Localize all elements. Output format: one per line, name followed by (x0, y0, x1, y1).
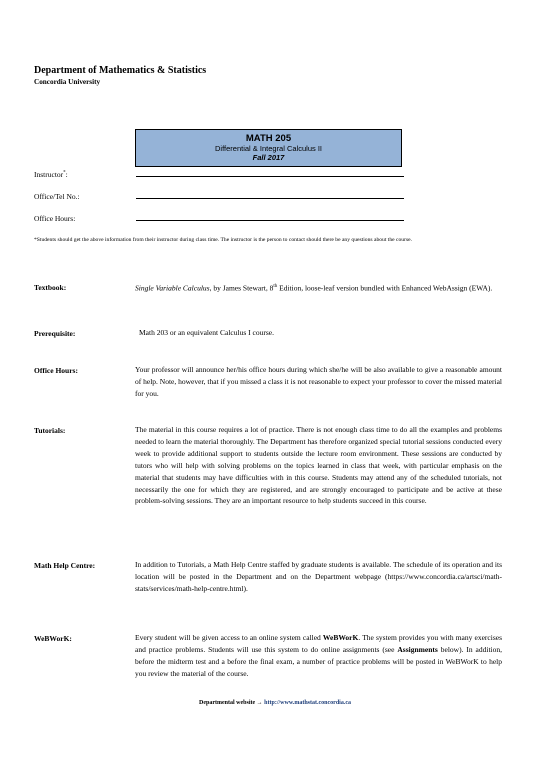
textbook-author: , by James Stewart, 8 (209, 283, 274, 293)
textbook-label: Textbook: (34, 283, 67, 292)
instructor-label (34, 170, 68, 179)
webwork-text-2: . The system provides you with many exercises and practice problems. Students will use this system to do online assignments (see (135, 633, 502, 654)
course-term: Fall 2017 (252, 153, 285, 162)
webwork-label: WeBWorK: (34, 634, 72, 643)
department-name: Department of Mathematics & Statistics (34, 65, 207, 76)
textbook-edition-sup: th (273, 284, 278, 289)
math-help-centre-label: Math Help Centre: (34, 561, 96, 570)
instructor-footnote: *Students should get the above information from their instructor during class time. The instructor is the person to contact should there be any questions about the course. (34, 237, 413, 243)
footer (0, 700, 550, 706)
office-hours-field-label: Office Hours: (34, 214, 76, 223)
office-hours-label: Office Hours: (34, 366, 78, 375)
instructor-label-colon: : (65, 170, 68, 179)
course-title-box (135, 129, 402, 167)
webwork-text-1: Every student will be given access to an online system called (135, 633, 323, 642)
prerequisite-label: Prerequisite: (34, 329, 76, 338)
office-hours-text: Your professor will announce her/his office hours during which she/he will be also available to give a reasonable amount of help. Note, however, that if you missed a class it is not reasonable to expect your professor to cover the missed material for you. (135, 365, 502, 398)
assignments-ref: Assignments (397, 644, 438, 654)
instructor-footnote-mark: * (63, 170, 66, 176)
footer-label: Departmental website (199, 700, 256, 706)
math-help-centre-text: In addition to Tutorials, a Math Help Centre staffed by graduate students is available. The schedule of its operation and its location will be posted in the Department and on the Department webpage (https://www.concordia.ca/artsci/math-stats/services/math-help-centre.html). (135, 560, 502, 593)
instructor-label-text: Instructor (34, 170, 64, 179)
textbook-details: Edition, loose-leaf version bundled with Enhanced WebAssign (EWA). (277, 283, 493, 293)
course-code: MATH 205 (245, 133, 292, 144)
university-name: Concordia University (34, 78, 101, 86)
office-tel-blank-line (136, 198, 404, 199)
prerequisite-text: Math 203 or an equivalent Calculus I course. (139, 328, 274, 337)
office-tel-label: Office/Tel No.: (34, 192, 80, 201)
footer-arrow-icon: → (256, 700, 263, 706)
webwork-name: WeBWorK (322, 633, 359, 642)
department-website-link[interactable]: http://www.mathstat.concordia.ca (264, 700, 351, 706)
textbook-title: Single Variable Calculus (135, 283, 210, 293)
textbook-text (135, 281, 502, 294)
webwork-text-3: below). In addition, before the midterm test and a before the final exam, a number of practice problems will be posted in WeBWorK to help you review the material of the course. (135, 644, 502, 678)
tutorials-text: The material in this course requires a lot of practice. There is not enough class time to do all the examples and problems needed to learn the material thoroughly. The Department has therefore organized special tutorial sessions conducted every week to provide additional support to students outside the lecture room environment. These sessions are conducted by tutors who will help with solving problems on the topics learned in class that week, with particular emphasis on the material that students may have difficulties with in this course. Students may attend any of the scheduled tutorials, not necessarily the one for which they are registered, and are strongly encouraged to participate and be active at these problem-solving sessions. They are an important resource to help students succeed in this course. (135, 425, 502, 506)
webwork-text (135, 632, 502, 680)
course-name: Differential & Integral Calculus II (215, 144, 322, 153)
instructor-blank-line (136, 176, 404, 177)
tutorials-label: Tutorials: (34, 426, 66, 435)
office-hours-blank-line (136, 220, 404, 221)
